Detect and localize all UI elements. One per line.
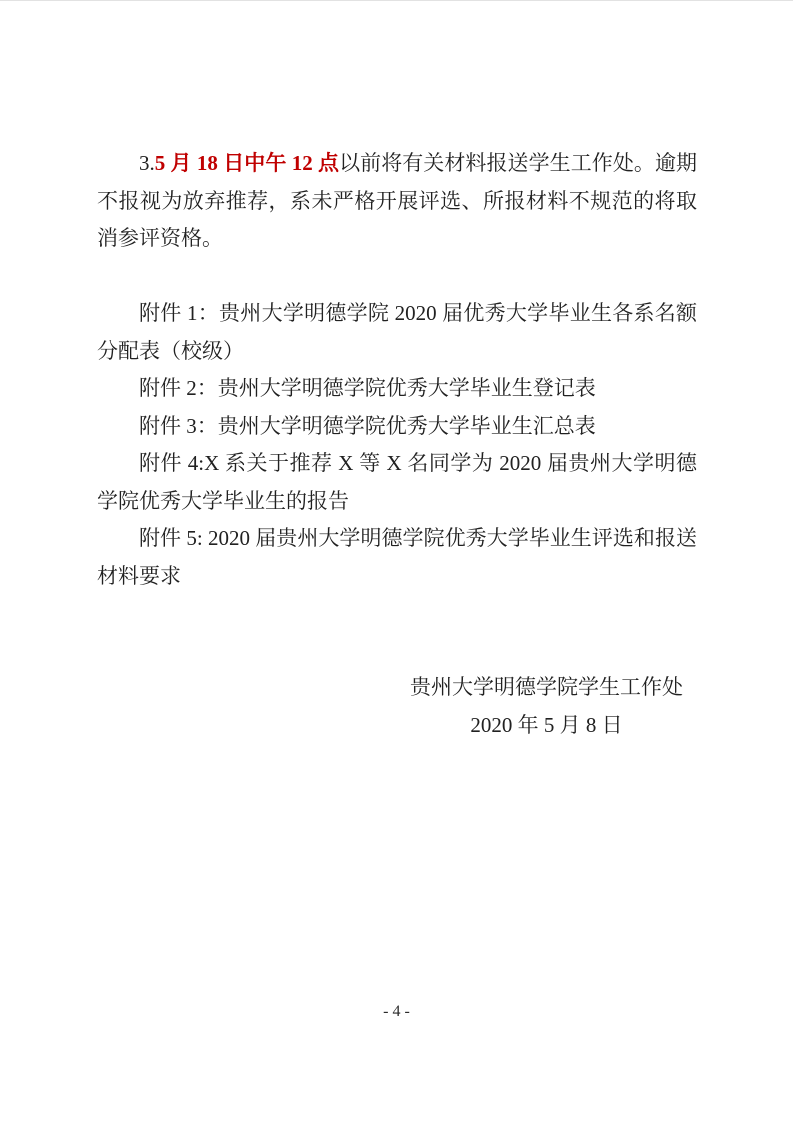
attachment-item-5: 附件 5: 2020 届贵州大学明德学院优秀大学毕业生评选和报送材料要求 [97, 526, 697, 588]
document-content [0, 1, 793, 744]
attachment-item-4: 附件 4:X 系关于推荐 X 等 X 名同学为 2020 届贵州大学明德学院优秀大学毕业生的报告 [97, 451, 697, 513]
blank-line-spacer [97, 258, 697, 296]
attachment-list [97, 295, 697, 595]
signature-issuer: 贵州大学明德学院学生工作处 [410, 675, 683, 699]
signature-date: 2020 年 5 月 8 日 [470, 712, 623, 737]
deadline-highlight-text: 5 月 18 日中午 12 点 [154, 151, 340, 175]
page-number: - 4 - [383, 1003, 410, 1020]
attachment-item-1: 附件 1：贵州大学明德学院 2020 届优秀大学毕业生各系名额分配表（校级） [97, 301, 697, 363]
signature-block [410, 669, 683, 744]
paragraph-deadline [97, 145, 697, 258]
attachment-item-3: 附件 3：贵州大学明德学院优秀大学毕业生汇总表 [139, 413, 596, 438]
attachment-item-2: 附件 2：贵州大学明德学院优秀大学毕业生登记表 [139, 376, 596, 400]
deadline-body-text: 以前将有关材料报送学生工作处。逾期不报视为放弃推荐，系未严格开展评选、所报材料不规范的将取消参评资格。 [97, 151, 697, 250]
deadline-item-number: 3. [139, 151, 155, 175]
